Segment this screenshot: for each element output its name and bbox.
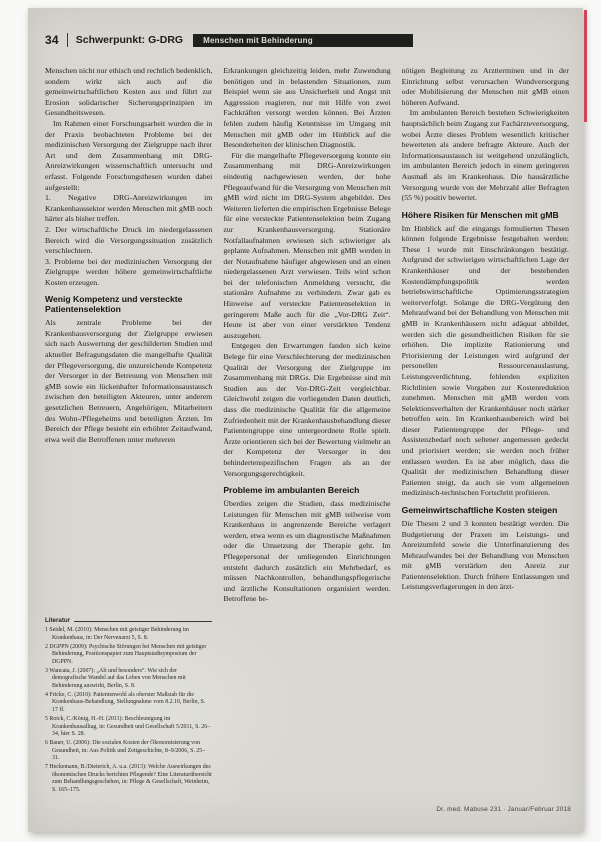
- paragraph: Überdies zeigen die Studien, dass medizinische Leistungen für Menschen mit gMB teilweise vom Krankenhaus in angrenzende Bereiche verlagert werden, etwa wenn es um diagnostische Maßnahmen oder die Umsetzung der Therapie geht. Im Pflegepersonal der umliegenden Einrichtungen entsteht dadurch zusätzlich ein Mehrbedarf, es müssen Nachkontrollen, behandlungspflegerische und ärztliche Konsultationen organisiert werden. Betroffene be-: [223, 499, 391, 604]
- footnote: 4 Fricke, C. (2010): Patientenwohl als oberster Maßstab für die Krankenhaus-Behandlung, Stellungnahme vom 8.2.10, Berlin, S. 17 ff.: [45, 691, 206, 713]
- paragraph: Im ambulanten Bereich bestehen Schwierigkeiten hauptsächlich beim Zugang zur Fachärzteversorgung, wobei Ärzte dieses Problem wesentlich kritischer bewerteten als andere befragte Akteure. Auch der Informationsaustausch ist weitgehend unzulänglich, im ambulanten Bereich jedoch in einem geringeren Ausmaß als im Krankenhaus. Die hausärztliche Versorgung wurde von der Mehrzahl aller Befragten (55 %) positiv bewertet.: [401, 108, 569, 203]
- footnotes-rule: [45, 617, 212, 624]
- paragraph: Im Rahmen einer Forschungsarbeit wurden die in der Praxis beobachteten Probleme bei der medizinischen Versorgung der Zielgruppe nach ihrer Art und dem Zusammenhang mit DRG-Anreizwirkungen wissenschaftlich untersucht und erfasst. Folgende Forschungsthesen wurden dabei aufgestellt:: [45, 118, 213, 192]
- paragraph: Für die mangelhafte Pflegeversorgung konnte ein Zusammenhang mit DRG-Anreizwirkungen eindeutig nachgewiesen werden, der hohe Pflegeaufwand für die Versorgung von Menschen mit gMB wird nicht im DRG-System abgebildet. Des Weiteren lieferten die empirischen Ergebnisse Belege für eine versteckte Patientenselektion beim Zugang zur Krankenhausversorgung. Stationäre Notfallaufnahmen erwiesen sich schwieriger als geplante Aufnahmen. Menschen mit gMB werden in der Notaufnahme häufiger abgewiesen und an einen niedergelassenen Arzt verwiesen. Teils wird schon bei der telefonischen Anmeldung versucht, die stationäre Aufnahme zu verhindern. Zwar gab es Hinweise auf versteckte Patientenselektion in geringerem Maße auch für die „Vor-DRG Zeit“. Heute ist aber von einer verstärkten Tendenz auszugehen.: [223, 150, 391, 340]
- header-divider: [67, 33, 68, 47]
- column-1: [45, 66, 212, 796]
- thesis-item: 3. Probleme bei der medizinischen Versorgung der Zielgruppe werden höhere gemeinwirtschaftliche Kosten erzeugen.: [45, 256, 213, 287]
- article-columns: [45, 66, 569, 796]
- thesis-item: 1. Negative DRG-Anreizwirkungen im Krankenhaussektor werden Menschen mit gMB noch härter als bisher treffen.: [45, 193, 213, 224]
- topic-bar: Menschen mit Behinderung: [193, 34, 413, 47]
- subheading: Höhere Risiken für Menschen mit gMB: [401, 209, 559, 220]
- subheading: Probleme im ambulanten Bereich: [223, 485, 360, 496]
- paragraph: Die Thesen 2 und 3 konnten bestätigt werden. Die Budgetierung der Praxen im Leistungs- und Anreizumfeld sowie die Unterfinanzierung des Mehraufwandes bei der Behandlung von Menschen mit gMB verstärken den Anreiz zur Patientenselektion. Durch frühere Entlassungen und Leistungsverlagerungen in den ärzt-: [401, 518, 569, 592]
- footnotes-label: Literatur: [45, 617, 71, 625]
- subheading: Gemeinwirtschaftliche Kosten steigen: [401, 505, 558, 516]
- paragraph: Entgegen den Erwartungen fanden sich keine Belege für eine Verschlechterung der medizinischen Qualität der Versorgung der Zielgruppe im Zusammenhang mit DRGs. Die Ergebnisse sind mit Studien aus der Vor-DRG-Zeit vergleichbar. Gleichwohl zeigen die vorliegenden Daten deutlich, dass die medizinische Qualität für die allgemeine Zufriedenheit mit der Krankenhausbehandlung dieser Patientengruppe eine untergeordnete Rolle spielt. Ärzte orientieren sich bei der Bewertung vielmehr an der Kompetenz der Versorger in den behindertenspezifischen Fragen als an der Versorgungsgerechtigkeit.: [223, 341, 391, 478]
- paragraph: Als zentrale Probleme bei der Krankenhausversorgung der Zielgruppe erwiesen sich nach Auswertung der geschilderten Studien und aktueller Befragungsdaten die mangelhafte Qualität der Pflegeversorgung, die unzureichende Kompetenz der Versorger in der Betreuung von Menschen mit gMB sowie ein lückenhafter Informationsaustausch zwischen den beteiligten Akteuren, unter anderem gesetzlichen Betreuern, Angehörigen, Mitarbeitern des Wohn-/Pflegeheims und beteiligten Ärzten. Im Bereich der Pflege besteht ein erhöhter Zeitaufwand, etwa weil die Betroffenen unter mehreren: [45, 318, 213, 444]
- thesis-item: 2. Der wirtschaftliche Druck im niedergelassenen Bereich wird die Versorgungssituation zusätzlich verschlechtern.: [45, 224, 213, 256]
- footnote: 2 DGPPN (2009): Psychische Störungen bei Menschen mit geistiger Behinderung, Positionspapier zum Hauptstadtsymposium der DGPPN.: [45, 643, 207, 665]
- subheading: Wenig Kompetenz und versteckte Patientenselektion: [45, 294, 183, 315]
- paragraph: Menschen nicht nur ethisch und rechtlich bedenklich, sondern wirkt sich auch auf die gemeinwirtschaftlichen Kosten aus und führt zur Erosion solidarischer Sicherungsprinzipien im Gesundheitswesen.: [45, 66, 213, 118]
- footnotes-line: [74, 621, 212, 622]
- footnotes-block: [45, 611, 212, 796]
- journal-imprint: Dr. med. Mabuse 231 · Januar/Februar 2018: [436, 805, 571, 813]
- paragraph: nötigen Begleitung zu Arztterminen und in der Einrichtung selbst verursachen Wundversorgung oder Mobilisierung der Menschen mit gMB einen höheren Aufwand.: [401, 66, 569, 107]
- footnote: 3 Wancata, J. (2007): „Alt und besonders“. Wie sich der demografische Wandel auf das Leben von Menschen mit Behinderung auswirkt, Berlin, S. 8.: [45, 667, 186, 689]
- footnote: 1 Seidel, M. (2010): Menschen mit geistiger Behinderung im Krankenhaus, in: Der Nervenarzt 5, S. 8.: [45, 627, 189, 641]
- section-title: Schwerpunkt: G-DRG: [75, 34, 184, 46]
- column-3: [402, 66, 569, 796]
- column-2: [223, 66, 390, 796]
- paragraph: Im Hinblick auf die eingangs formulierten Thesen können folgende Ergebnisse festgehalten werden: These 1 wurde mit Einschränkungen bestätigt. Aufgrund der schwierigen wirtschaftlichen Lage der Krankenhäuser und der bestehenden Kostendämpfungspolitik werden betriebswirtschaftliche Optimierungsstrategien weiterverfolgt. Solange die DRG-Vergütung den Mehraufwand bei der Behandlung von Menschen mit gMB in Krankenhäusern nicht adäquat abbildet, werden sich die gesundheitlichen Risiken für sie erhöhen. Die implizite Rationierung und Priorisierung der Leistungen wird aufgrund der personellen Ressourcenauslastung, Leistungsverdichtung, fehlenden expliziten Richtlinien sowie Vorgaben zur Kostenreduktion zunehmen. Menschen mit gMB werden vom Selektionsverhalten der Krankenhäuser noch stärker betroffen sein. Im Krankenhausbereich wird bei dieser Patientengruppe der Pflege- und Assistenzbedarf noch seltener angemessen gedeckt und priorisiert werden; sie werden noch früher entlassen werden. Es ist aber möglich, dass die Qualität der medizinischen Behandlung dieser Patienten steigt, da auch sie vom allgemeinen medizinisch-technischen Fortschritt profitieren.: [401, 223, 569, 498]
- paragraph: Erkrankungen gleichzeitig leiden, mehr Zuwendung benötigen und in belastenden Situationen, zum Beispiel wenn sie aus Unsicherheit und Angst mit Aggression reagieren, nur mit Hilfe von zwei Fachkräften versorgt werden können. Bei Ärzten fehlen zudem häufig Kenntnisse im Umgang mit Menschen mit gMB oder im Hinblick auf die Besonderheiten der klinischen Diagnostik.: [223, 66, 391, 150]
- footnote: 7 Heckemann, B./Dieterich, A. u.a. (2013): Welche Auswirkungen des ökonomischen Drucks berichten Pflegende? Eine Literaturübersicht zum Behandlungsgeschehen, in: Pflege & Gesellschaft, Weinheim, S. 165–175.: [45, 764, 212, 793]
- page-footer: [28, 796, 583, 832]
- magazine-page: [28, 8, 583, 832]
- red-accent-line: [584, 10, 587, 122]
- footnote: 6 Bauer, U. (2006): Die sozialen Kosten der Ökonomisierung von Gesundheit, in: Aus Politik und Zeitgeschichte, 8–9/2006, S. 25–31.: [45, 740, 206, 762]
- footnote: 5 Roick, C./König, H.-H. (2011): Beschleunigung im Krankenhausalltag, in: Gesundheit und Gesellschaft 5/2011, S. 26–34, hier S. 28.: [45, 716, 211, 738]
- page-header: [45, 32, 566, 48]
- page-number: 34: [45, 33, 59, 47]
